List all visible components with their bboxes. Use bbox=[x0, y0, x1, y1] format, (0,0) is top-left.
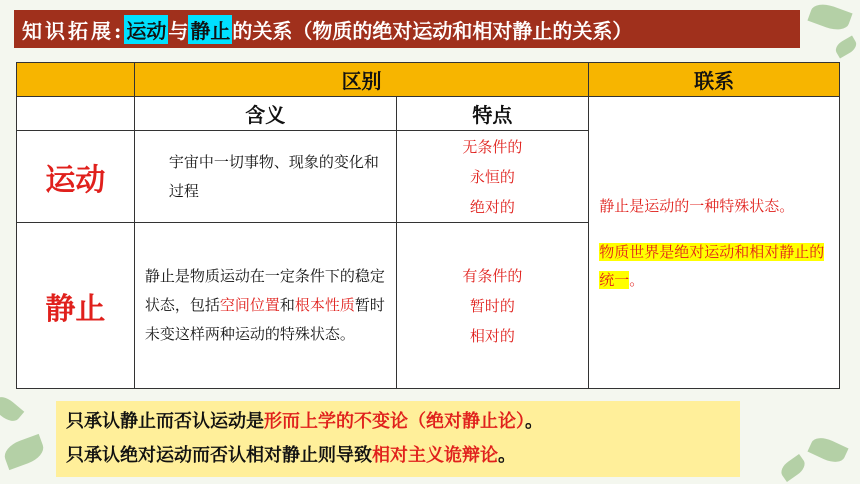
page-title bbox=[14, 10, 800, 48]
leaf-decoration bbox=[807, 0, 852, 34]
conclusion-1-c: 。 bbox=[525, 411, 543, 432]
meaning-rest-fundamental-nature: 根本性质 bbox=[294, 296, 355, 314]
meaning-rest-part-3: 和 bbox=[279, 296, 295, 314]
conclusion-line-1 bbox=[66, 405, 730, 439]
subheader-meaning: 含义 bbox=[134, 97, 396, 131]
meaning-rest-part-5: 暂时未变这样两种运动的特殊状态。 bbox=[144, 296, 385, 343]
link-text-2-end: 。 bbox=[629, 270, 645, 289]
feature-rest bbox=[396, 223, 589, 389]
conclusion-line-2 bbox=[66, 439, 730, 473]
conclusion-1-b: 形而上学的不变论（绝对静止论） bbox=[264, 411, 525, 432]
conclusion-1-a: 只承认静止而否认运动是 bbox=[66, 411, 264, 432]
header-link: 联系 bbox=[589, 63, 840, 97]
title-highlight-motion: 运动 bbox=[124, 15, 168, 44]
link-text-1: 静止是运动的一种特殊状态。 bbox=[599, 196, 795, 215]
subheader-feature: 特点 bbox=[396, 97, 589, 131]
title-prefix: 知识拓展: bbox=[22, 18, 125, 43]
table-header-row bbox=[17, 63, 840, 97]
row-label-motion: 运动 bbox=[17, 131, 135, 223]
title-highlight-rest: 静止 bbox=[188, 15, 232, 44]
leaf-decoration bbox=[833, 35, 859, 58]
feature-motion-1: 无条件的 bbox=[462, 137, 523, 156]
meaning-rest bbox=[134, 223, 396, 389]
link-cell bbox=[589, 97, 840, 389]
header-difference: 区别 bbox=[134, 63, 588, 97]
comparison-table bbox=[16, 62, 840, 389]
leaf-decoration bbox=[807, 433, 848, 466]
conclusion-2-b: 相对主义诡辩论 bbox=[372, 445, 498, 466]
link-text-2-highlight: 物质世界是绝对运动和相对静止的统一 bbox=[599, 242, 825, 289]
table-subheader-row bbox=[17, 97, 840, 131]
conclusion-box bbox=[56, 401, 740, 477]
title-rest: 的关系（物质的绝对运动和相对静止的关系） bbox=[232, 18, 633, 43]
feature-motion-2: 永恒的 bbox=[469, 167, 515, 186]
conclusion-2-c: 。 bbox=[498, 445, 516, 466]
row-label-rest: 静止 bbox=[17, 223, 135, 389]
meaning-rest-part-1: 静止是物质运动在一定条件下的稳定状态，包括 bbox=[144, 267, 385, 314]
feature-motion bbox=[396, 131, 589, 223]
title-connector: 与 bbox=[168, 18, 189, 43]
feature-rest-3: 相对的 bbox=[469, 326, 515, 345]
link-text-2 bbox=[599, 238, 829, 294]
meaning-motion: 宇宙中一切事物、现象的变化和过程 bbox=[134, 131, 396, 223]
meaning-rest-space-position: 空间位置 bbox=[219, 296, 280, 314]
leaf-decoration bbox=[1, 434, 47, 470]
feature-motion-3: 绝对的 bbox=[469, 197, 515, 216]
feature-rest-2: 暂时的 bbox=[469, 296, 515, 315]
feature-rest-1: 有条件的 bbox=[462, 266, 523, 285]
conclusion-2-a: 只承认绝对运动而否认相对静止则导致 bbox=[66, 445, 372, 466]
leaf-decoration bbox=[0, 392, 24, 425]
leaf-decoration bbox=[778, 454, 808, 482]
subheader-blank bbox=[17, 97, 135, 131]
header-blank bbox=[17, 63, 135, 97]
